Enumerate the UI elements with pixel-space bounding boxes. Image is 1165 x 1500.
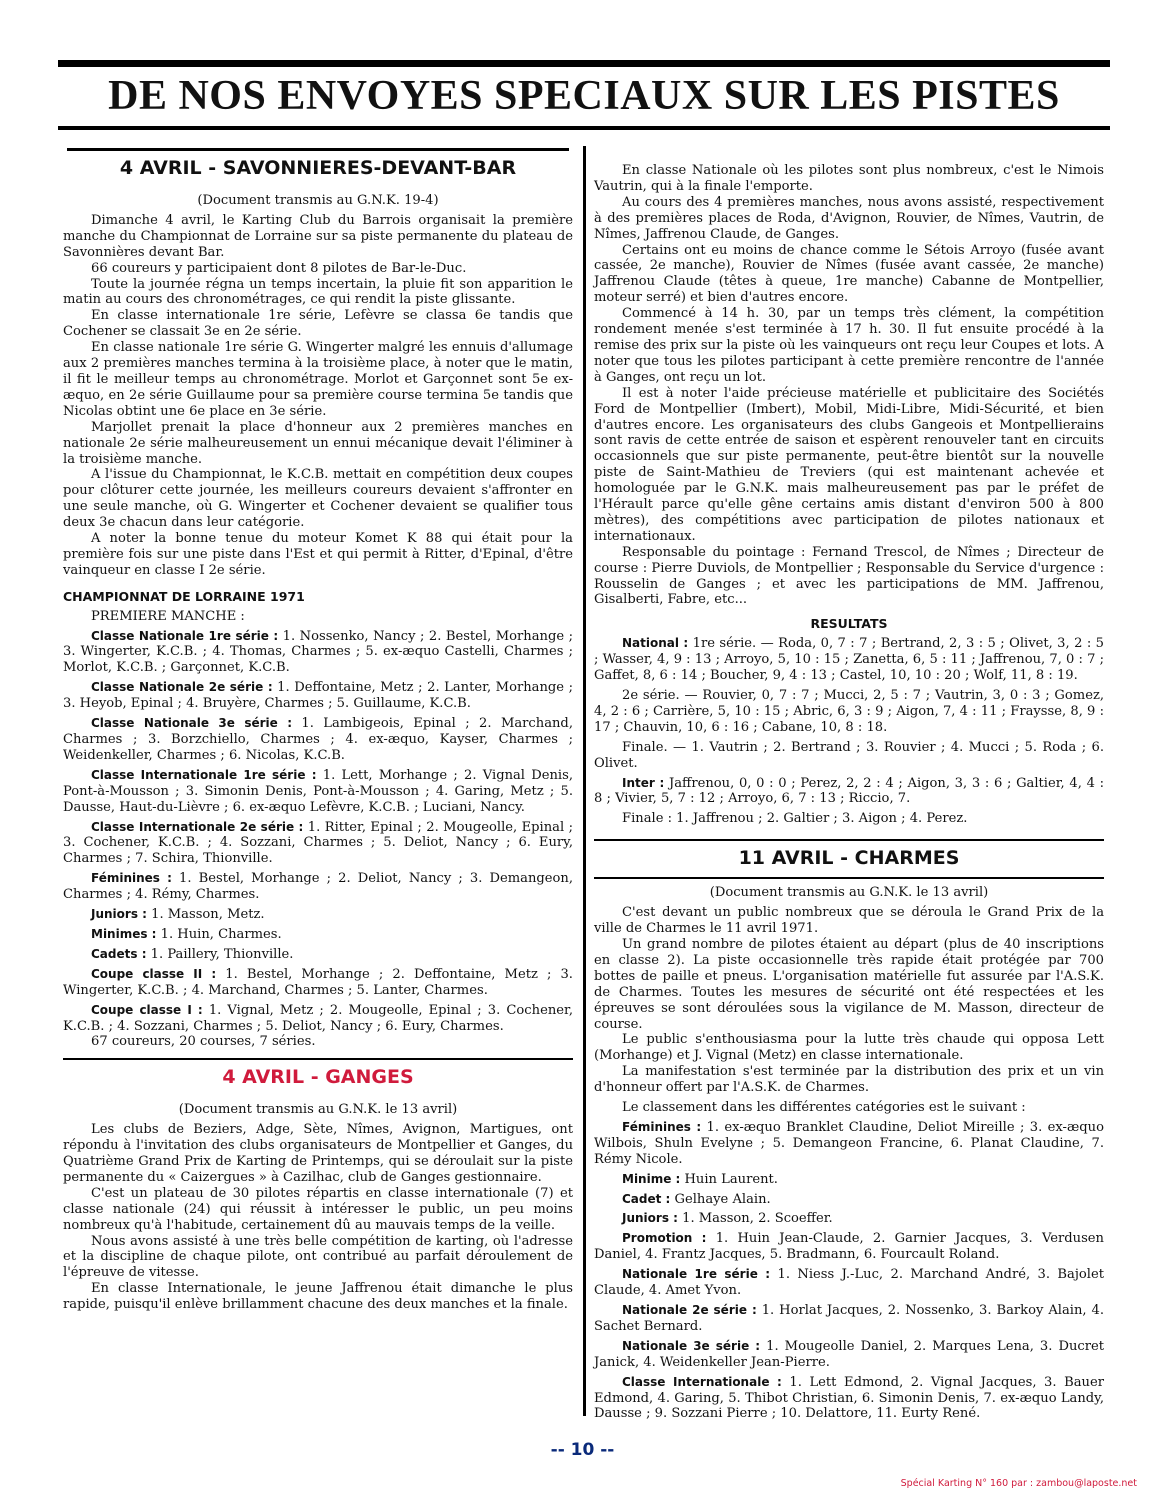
result-entry xyxy=(63,927,573,943)
result-text: 1. Ritter, Epinal ; 2. Mougeolle, Epinal ; 3. Cochener, K.C.B. ; 4. Sozzani, Charmes ; 5. Deliot, Nancy ; 6. Eury, Charmes ; 7. Schira, Thionville. xyxy=(63,819,573,867)
result-text: 1. Horlat Jacques, 2. Nossenko, 3. Barkoy Alain, 4. Sachet Bernard. xyxy=(594,1303,1104,1334)
result-text: 1. Deffontaine, Metz ; 2. Lanter, Morhange ; 3. Heyob, Epinal ; 4. Bruyère, Charmes ; 5. Guillaume, K.C.B. xyxy=(63,680,573,712)
championship-subtitle: PREMIERE MANCHE : xyxy=(91,608,245,624)
paragraph: Responsable du pointage : Fernand Trescol, de Nîmes ; Directeur de course : Pierre Duviols, de Montpellier ; Responsable du Service d'urgence : Rousselin de Ganges ; et avec les participations de MM. Jaffrenou, Gisalberti, Fabre, etc... xyxy=(594,544,1104,608)
page-number: -- 10 -- xyxy=(550,1440,615,1460)
result-entry xyxy=(63,768,573,816)
paragraph: Marjollet prenait la place d'honneur aux 2 premières manches en nationale 2e série malheureusement un ennui mécanique devait l'éliminer à la troisième manche. xyxy=(63,419,573,467)
paragraph: En classe Internationale, le jeune Jaffrenou était dimanche le plus rapide, puisqu'il enlève brillamment chacune des deux manches et la finale. xyxy=(63,1281,573,1313)
result-text: 1. Lett, Morhange ; 2. Vignal Denis, Pont-à-Mousson ; 3. Simonin Denis, Pont-à-Mousson ; 4. Garing, Metz ; 5. Dausse, Haut-du-Lièvre ; 6. ex-æquo Lefèvre, K.C.B. ; Luciani, Nancy. xyxy=(63,767,573,815)
results-heading: RESULTATS xyxy=(810,616,888,632)
championship-title: CHAMPIONNAT DE LORRAINE 1971 xyxy=(63,588,305,604)
result-label: National : xyxy=(622,636,689,651)
section-rule xyxy=(594,877,1104,879)
result-text: 1. Lambigeois, Epinal ; 2. Marchand, Charmes ; 3. Borzchiello, Charmes ; 4. ex-æquo, Kayser, Charmes ; Weidenkeller, Charmes ; 6. Nicolas, K.C.B. xyxy=(63,716,573,763)
result-entry xyxy=(594,636,1104,684)
result-label: Cadet : xyxy=(622,1191,671,1206)
page-banner: DE NOS ENVOYES SPECIAUX SUR LES PISTES xyxy=(108,73,1060,119)
result-text: 1. Huin, Charmes. xyxy=(156,926,282,942)
result-text: 1. ex-æquo Branklet Claudine, Deliot Mireille ; 3. ex-æquo Wilbois, Shuln Evelyne ; 5. Demangeon Francine, 6. Planat Claudine, 7. Rémy Nicole. xyxy=(594,1119,1104,1167)
result-entry xyxy=(63,907,573,923)
result-text: Huin Laurent. xyxy=(680,1171,778,1187)
championship-summary: 67 coureurs, 20 courses, 7 séries. xyxy=(91,1034,316,1050)
right-column xyxy=(594,163,1104,1422)
paragraph: En classe nationale 1re série G. Wingerter malgré les ennuis d'allumage aux 2 premières manches termina à la troisième place, à noter que le matin, il fit le meilleur temps au chronométrage. Morlot et Garçonnet sont 5e ex-æquo, en 2e série Guillaume pour sa première course termina 5e tandis que Nicolas obtint une 6e place en 3e série. xyxy=(63,340,573,419)
paragraph: Commencé à 14 h. 30, par un temps très clément, la compétition rondement menée s'est terminée à 17 h. 30. Il fut ensuite procédé à la remise des prix sur la piste où les vainqueurs ont reçu leur Coupes et lots. A noter que tous les pilotes participant à cette première rencontre de l'année à Ganges, ont reçu un lot. xyxy=(594,306,1104,385)
result-label: Classe Internationale 1re série : xyxy=(91,767,317,782)
result-entry xyxy=(594,1172,1104,1188)
banner-rule xyxy=(58,126,1110,130)
result-entry xyxy=(63,1003,573,1035)
result-text: 1. Niess J.-Luc, 2. Marchand André, 3. Bajolet Claude, 4. Amet Yvon. xyxy=(594,1267,1104,1299)
result-label: Juniors : xyxy=(91,907,147,922)
paragraph: Les clubs de Beziers, Adge, Sète, Nîmes, Avignon, Martigues, ont répondu à l'invitation des clubs organisateurs de Montpellier et Ganges, du Quatrième Grand Prix de Karting de Printemps, qui se déroulait sur la piste permanente du « Caizergues » à Cazilhac, club de Ganges gestionnaire. xyxy=(63,1122,573,1185)
paragraph: C'est un plateau de 30 pilotes répartis en classe internationale (7) et classe nationale (24) qui réussit à intéresser le public, un peu moins nombreux qu'à l'habitude, certainement dû au mauvais temps de la veille. xyxy=(63,1185,573,1233)
result-text: Gelhaye Alain. xyxy=(670,1191,771,1207)
result-entry xyxy=(594,1120,1104,1168)
result-entry xyxy=(63,680,573,712)
result-label: Minimes : xyxy=(91,926,157,941)
result-label: Classe Internationale 2e série : xyxy=(91,819,304,834)
result-label: Classe Nationale 2e série : xyxy=(91,680,273,695)
result-entry xyxy=(594,1375,1104,1423)
paragraph: A l'issue du Championnat, le K.C.B. mettait en compétition deux coupes pour clôturer cette journée, les meilleurs coureurs devaient s'affronter en une seule manche, où G. Wingerter et Cochener devaient se qualifier tous deux 3e chacun dans leur catégorie. xyxy=(63,467,573,531)
result-entry xyxy=(63,716,573,764)
result-label: Féminines : xyxy=(622,1119,702,1134)
result-label: Promotion : xyxy=(622,1231,707,1246)
result-entry xyxy=(63,967,573,999)
result-label: Nationale 3e série : xyxy=(622,1338,761,1353)
paragraph: Le classement dans les différentes catégories est le suivant : xyxy=(622,1100,1026,1116)
column-divider xyxy=(583,146,586,1416)
result-entry xyxy=(594,1339,1104,1371)
result-entry xyxy=(594,1192,1104,1208)
result-text: 1. Mougeolle Daniel, 2. Marques Lena, 3. Ducret Janick, 4. Weidenkeller Jean-Pierre. xyxy=(594,1338,1104,1370)
section-title-savonnieres: 4 AVRIL - SAVONNIERES-DEVANT-BAR xyxy=(119,157,517,179)
result-entry xyxy=(63,947,573,963)
paragraph: C'est devant un public nombreux que se déroula le Grand Prix de la ville de Charmes le 11 avril 1971. xyxy=(594,905,1104,937)
result-text: 1. Lett Edmond, 2. Vignal Jacques, 3. Bauer Edmond, 4. Garing, 5. Thibot Christian, 6. Simonin Denis, 7. ex-æquo Landy, Dausse ; 9. Sozzani Pierre ; 10. Delattore, 11. Eurty René. xyxy=(594,1374,1104,1422)
paragraph: En classe internationale 1re série, Lefèvre se classa 6e tandis que Cochener se classait 3e en 2e série. xyxy=(63,308,573,340)
paragraph: Toute la journée régna un temps incertain, la pluie fit son apparition le matin au cours des chronométrages, ce qui rendit la piste glissante. xyxy=(63,276,573,308)
paragraph: Dimanche 4 avril, le Karting Club du Barrois organisait la première manche du Championnat de Lorraine sur sa piste permanente du plateau de Savonnières devant Bar. xyxy=(63,212,573,260)
result-text: 1. Bestel, Morhange ; 2. Deliot, Nancy ; 3. Demangeon, Charmes ; 4. Rémy, Charmes. xyxy=(63,871,574,903)
result-entry xyxy=(594,1231,1104,1263)
footer-credit: Spécial Karting N° 160 par : zambou@laposte.net xyxy=(900,1478,1137,1489)
result-text: Jaffrenou, 0, 0 : 0 ; Perez, 2, 2 : 4 ; Aigon, 3, 3 : 6 ; Galtier, 4, 4 : 8 ; Vivier, 5, 7 : 12 ; Arroyo, 6, 7 : 13 ; Riccio, 7. xyxy=(594,775,1105,807)
doc-note: (Document transmis au G.N.K. le 13 avril) xyxy=(178,1102,458,1118)
result-text: 1. Bestel, Morhange ; 2. Deffontaine, Metz ; 3. Wingerter, K.C.B. ; 4. Marchand, Charmes ; 5. Lanter, Charmes. xyxy=(63,966,573,998)
result-label: Coupe classe II : xyxy=(91,966,217,981)
result-text: 1. Vignal, Metz ; 2. Mougeolle, Epinal ; 3. Cochener, K.C.B. ; 4. Sozzani, Charmes ; 5. Deliot, Nancy ; 6. Eury, Charmes. xyxy=(63,1002,573,1034)
paragraph: Au cours des 4 premières manches, nous avons assisté, respectivement à des premières places de Roda, d'Avignon, Rouvier, de Nîmes, Vautrin, de Nîmes, Jaffrenou Claude, de Ganges. xyxy=(594,194,1104,242)
result-label: Féminines : xyxy=(91,871,172,886)
paragraph: En classe Nationale où les pilotes sont plus nombreux, c'est le Nimois Vautrin, qui à la finale l'emporte. xyxy=(594,163,1104,194)
result-label: Classe Nationale 1re série : xyxy=(91,628,279,643)
doc-note: (Document transmis au G.N.K. le 13 avril) xyxy=(709,885,989,901)
result-text: 1. Paillery, Thionville. xyxy=(146,946,294,962)
result-entry: Finale. — 1. Vautrin ; 2. Bertrand ; 3. Rouvier ; 4. Mucci ; 5. Roda ; 6. Olivet. xyxy=(594,739,1104,771)
paragraph: La manifestation s'est terminée par la distribution des prix et un vin d'honneur offert par l'A.S.K. de Charmes. xyxy=(594,1064,1104,1096)
result-entry xyxy=(63,871,573,903)
result-entry xyxy=(594,776,1104,808)
doc-note: (Document transmis au G.N.K. 19-4) xyxy=(197,193,439,208)
result-text: 1. Huin Jean-Claude, 2. Garnier Jacques, 3. Verdusen Daniel, 4. Frantz Jacques, 5. Bradmann, 6. Fourcault Roland. xyxy=(594,1231,1104,1263)
result-entry xyxy=(594,1267,1104,1299)
result-text: 1. Nossenko, Nancy ; 2. Bestel, Morhange ; 3. Wingerter, K.C.B. ; 4. Thomas, Charmes ; 5. ex-æquo Castelli, Charmes ; Morlot, K.C.B. ; Garçonnet, K.C.B. xyxy=(63,628,573,676)
paragraph: 66 coureurs y participaient dont 8 pilotes de Bar-le-Duc. xyxy=(91,260,467,276)
left-column xyxy=(63,148,573,1313)
result-label: Coupe classe I : xyxy=(91,1002,203,1017)
result-label: Classe Internationale : xyxy=(622,1374,782,1389)
result-label: Nationale 1re série : xyxy=(622,1267,771,1282)
paragraph: Nous avons assisté à une très belle compétition de karting, où l'adresse et la discipline de chaque pilote, ont contribué au parfait déroulement de l'épreuve de vitesse. xyxy=(63,1233,573,1281)
result-entry xyxy=(594,1211,1104,1227)
result-text: 1. Masson, 2. Scoeffer. xyxy=(677,1211,833,1227)
result-entry xyxy=(594,1303,1104,1335)
result-label: Minime : xyxy=(622,1171,681,1186)
paragraph: Un grand nombre de pilotes étaient au départ (plus de 40 inscriptions en classe 2). La piste occasionnelle très rapide était protégée par 700 bottes de paille et pneus. L'organisation matérielle fut assurée par l'A.S.K. de Charmes. Toutes les mesures de sécurité ont été respectées et les épreuves se sont déroulées sous la vigilance de M. Masson, directeur de course. xyxy=(594,936,1104,1032)
result-text: 1re série. — Roda, 0, 7 : 7 ; Bertrand, 2, 3 : 5 ; Olivet, 3, 2 : 5 ; Wasser, 4, 9 : 13 ; Arroyo, 5, 10 : 15 ; Zanetta, 6, 5 : 11 ; Jaffrenou, 7, 0 : 7 ; Gaffet, 8, 6 : 14 ; Boucher, 9, 4 : 13 ; Castel, 10, 10 : 20 ; Wolf, 11, 8 : 19. xyxy=(594,636,1104,684)
result-entry: Finale : 1. Jaffrenou ; 2. Galtier ; 3. Aigon ; 4. Perez. xyxy=(622,811,968,827)
paragraph: Il est à noter l'aide précieuse matérielle et publicitaire des Sociétés Ford de Montpellier (Imbert), Mobil, Midi-Libre, Midi-Sécurité, et bien d'autres encore. Les organisateurs des clubs Gangeois et Montpellierains sont ravis de cette entrée de saison et espèrent renouveler tant en circuits occasionnels que sur piste permanente, peut-être bientôt sur la nouvelle piste de Saint-Mathieu de Treviers (qui est maintenant achevée et homologuée par le G.N.K. mais malheureusement pas par le préfet de l'Hérault parce qu'elle gêne certains amis distant d'environ 500 à 800 mètres), des compétitions avec participation de pilotes nationaux et internationaux. xyxy=(594,385,1104,544)
result-label: Nationale 2e série : xyxy=(622,1303,757,1317)
paragraph: A noter la bonne tenue du moteur Komet K 88 qui était pour la première fois sur une piste dans l'Est et qui permit à Ritter, d'Epinal, d'être vainqueur en classe I 2e série. xyxy=(63,531,573,578)
paragraph: Certains ont eu moins de chance comme le Sétois Arroyo (fusée avant cassée, 2e manche), Rouvier de Nîmes (fusée avant cassée, 2e manche) Jaffrenou Claude (têtes à queue, 1re manche) Cabanne de Montpellier, moteur serré) et bien d'autres encore. xyxy=(594,242,1104,306)
result-entry xyxy=(63,820,573,868)
result-entry xyxy=(63,629,573,677)
result-label: Juniors : xyxy=(622,1211,678,1226)
top-rule xyxy=(58,60,1110,67)
result-label: Classe Nationale 3e série : xyxy=(91,716,292,731)
result-entry: 2e série. — Rouvier, 0, 7 : 7 ; Mucci, 2, 5 : 7 ; Vautrin, 3, 0 : 3 ; Gomez, 4, 2 : 6 ; Carrière, 5, 10 : 15 ; Abric, 6, 3 : 9 ; Aigon, 7, 4 : 11 ; Fraysse, 8, 9 : 17 ; Chauvin, 10, 6 : 16 ; Cabane, 10, 8 : 18. xyxy=(594,688,1104,735)
result-label: Inter : xyxy=(622,775,665,790)
section-title-charmes: 11 AVRIL - CHARMES xyxy=(738,847,960,870)
section-title-ganges: 4 AVRIL - GANGES xyxy=(222,1066,414,1089)
result-label: Cadets : xyxy=(91,946,147,961)
paragraph: Le public s'enthousiasma pour la lutte très chaude qui opposa Lett (Morhange) et J. Vignal (Metz) en classe internationale. xyxy=(594,1032,1104,1064)
result-text: 1. Masson, Metz. xyxy=(146,907,265,923)
